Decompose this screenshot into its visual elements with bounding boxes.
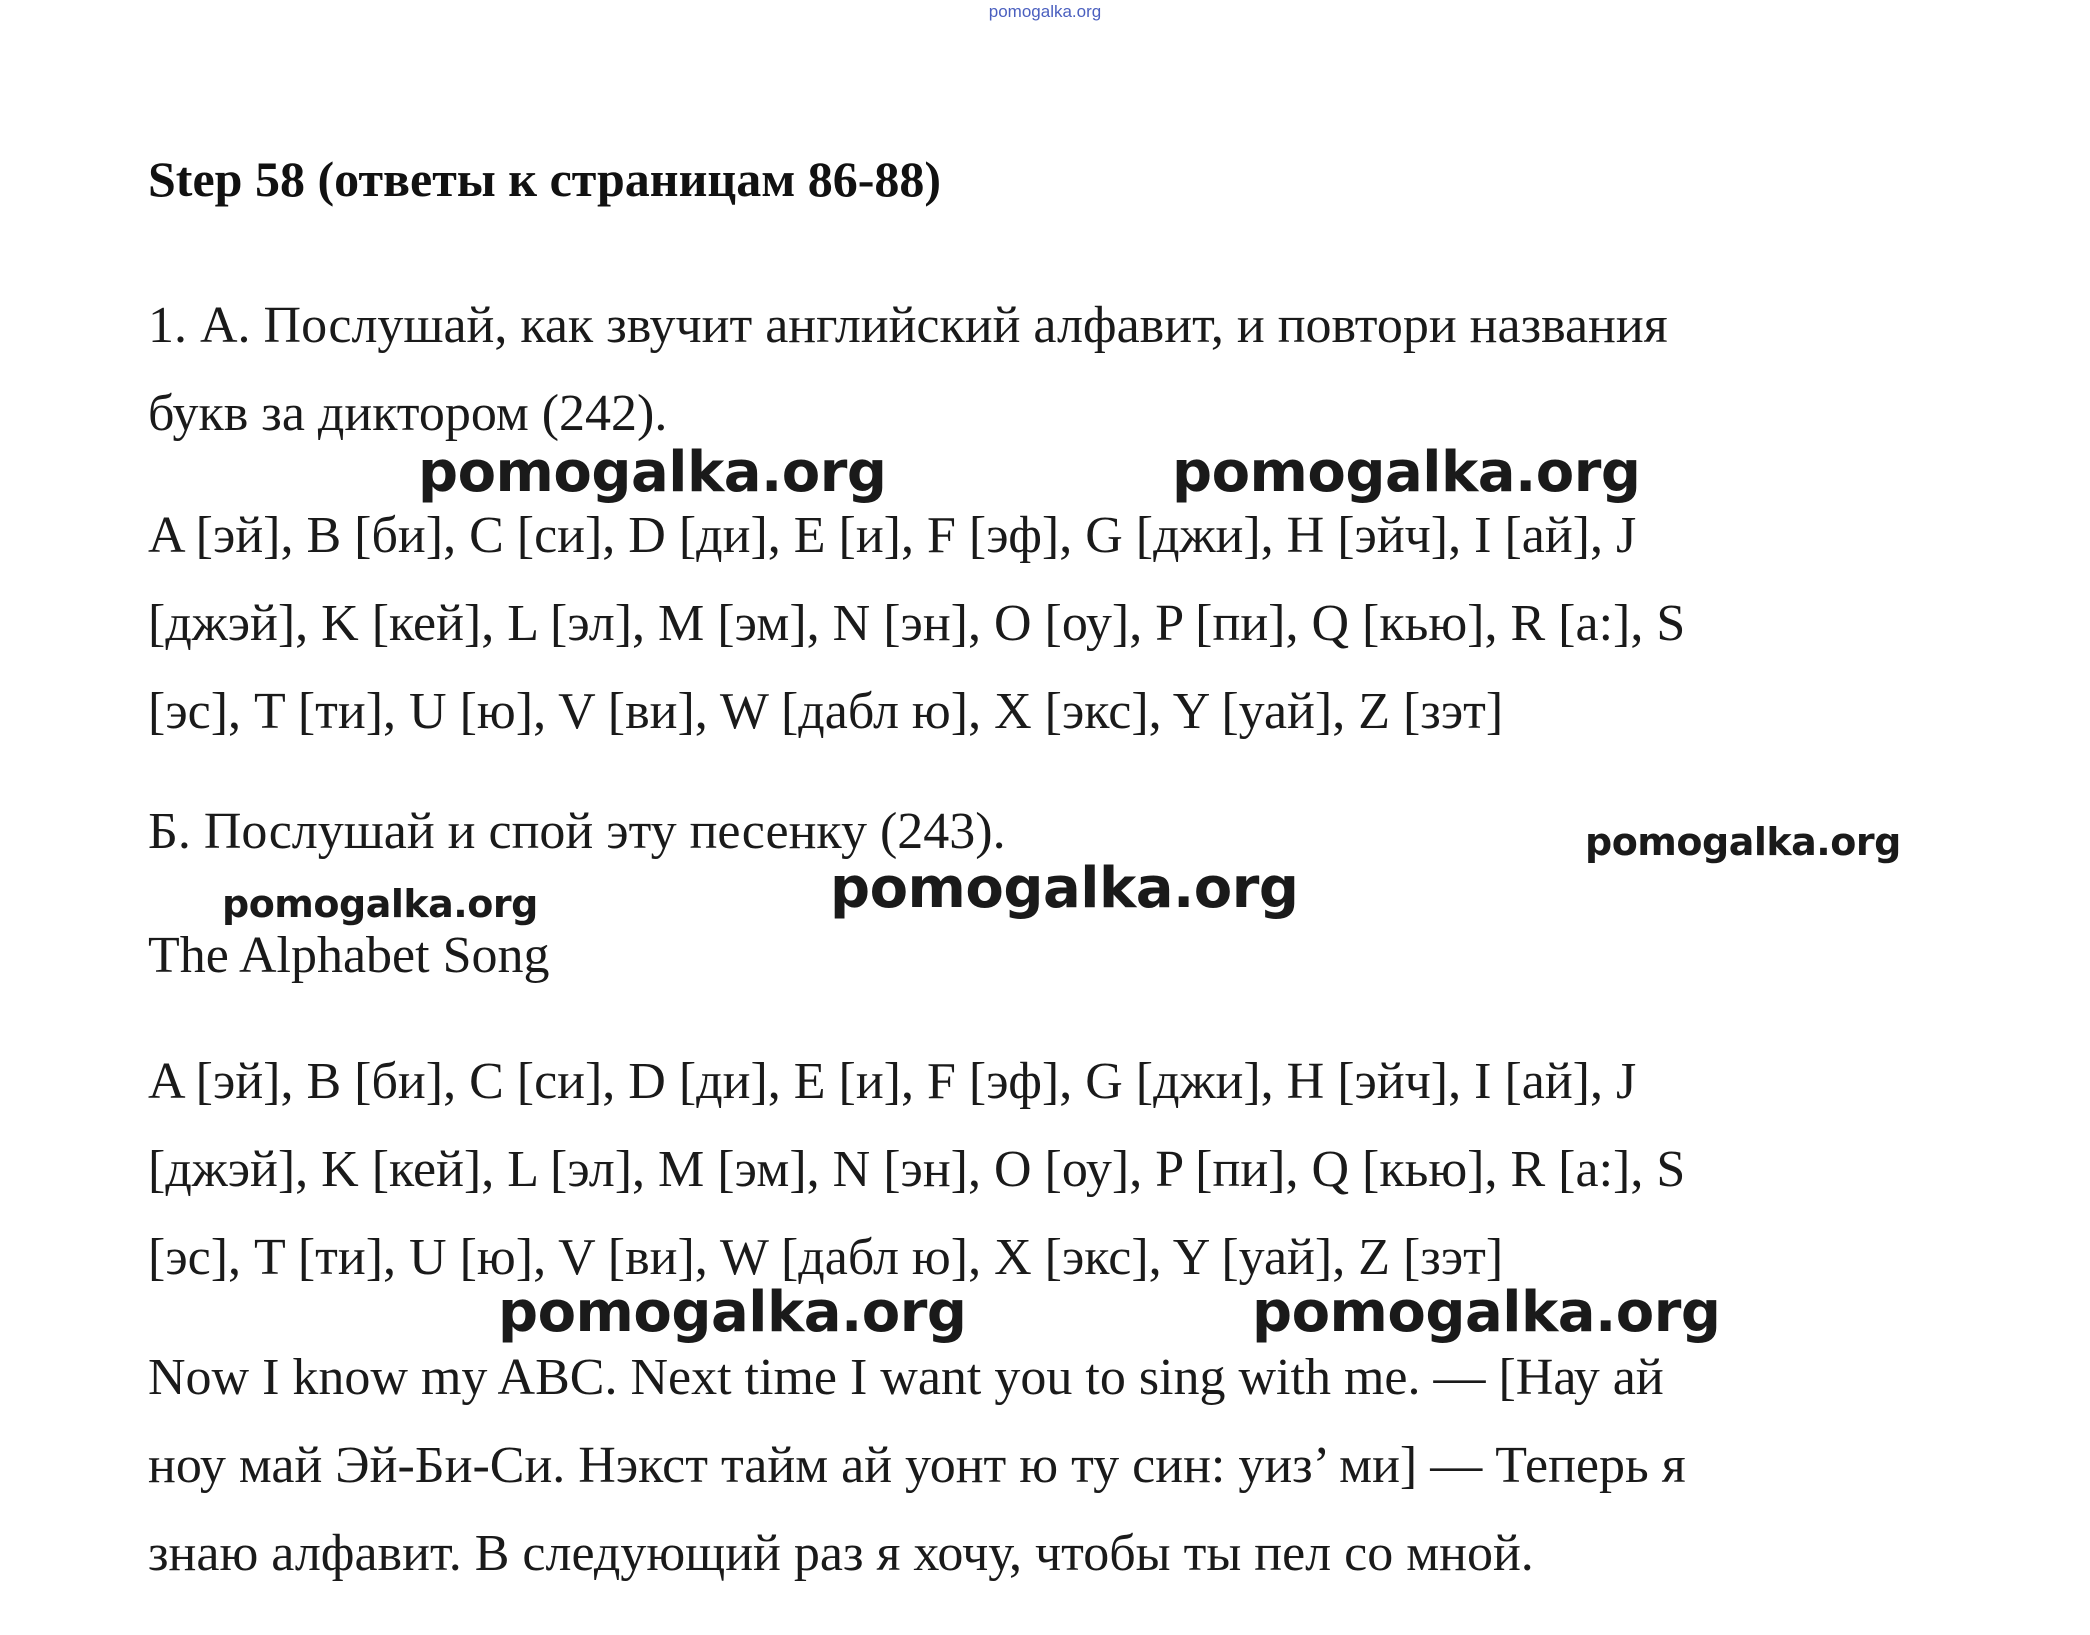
watermark: pomogalka.org (418, 440, 887, 505)
song-closing (148, 1334, 1908, 1598)
alphabet-block-1 (148, 492, 1908, 756)
alphabet-line: [джэй], K [кей], L [эл], M [эм], N [эн], O [оу], P [пи], Q [кью], R [а:], S (148, 1141, 1686, 1198)
alphabet-line: A [эй], B [би], C [си], D [ди], E [и], F [эф], G [джи], H [эйч], I [ай], J (148, 507, 1637, 564)
instruction-line: 1. А. Послушай, как звучит английский алфавит, и повтори названия (148, 297, 1668, 354)
alphabet-line: [эс], T [ти], U [ю], V [ви], W [дабл ю], X [экс], Y [уай], Z [зэт] (148, 683, 1504, 740)
watermark: pomogalka.org (1585, 820, 1901, 864)
watermark: pomogalka.org (498, 1280, 967, 1345)
alphabet-block-2 (148, 1038, 1908, 1302)
instruction-line: букв за диктором (242). (148, 385, 668, 442)
watermark: pomogalka.org (222, 882, 538, 926)
closing-line: знаю алфавит. В следующий раз я хочу, чтобы ты пел со мной. (148, 1525, 1534, 1582)
watermark: pomogalka.org (830, 856, 1299, 921)
song-title-text: The Alphabet Song (148, 927, 550, 984)
instruction-line: Б. Послушай и спой эту песенку (243). (148, 803, 1006, 860)
alphabet-line: [джэй], K [кей], L [эл], M [эм], N [эн], O [оу], P [пи], Q [кью], R [а:], S (148, 595, 1686, 652)
watermark: pomogalka.org (1252, 1280, 1721, 1345)
watermark: pomogalka.org (1172, 440, 1641, 505)
alphabet-line: A [эй], B [би], C [си], D [ди], E [и], F [эф], G [джи], H [эйч], I [ай], J (148, 1053, 1637, 1110)
page-title: Step 58 (ответы к страницам 86-88) (148, 151, 942, 207)
exercise-1a-instruction (148, 282, 1908, 458)
alphabet-line: [эс], T [ти], U [ю], V [ви], W [дабл ю], X [экс], Y [уай], Z [зэт] (148, 1229, 1504, 1286)
closing-line: Now I know my ABC. Next time I want you to sing with me. — [Нау ай (148, 1349, 1664, 1406)
site-link[interactable]: pomogalka.org (988, 2, 1102, 21)
closing-line: ноу май Эй-Би-Си. Нэкст тайм ай уонт ю ту син: уиз’ ми] — Теперь я (148, 1437, 1686, 1494)
